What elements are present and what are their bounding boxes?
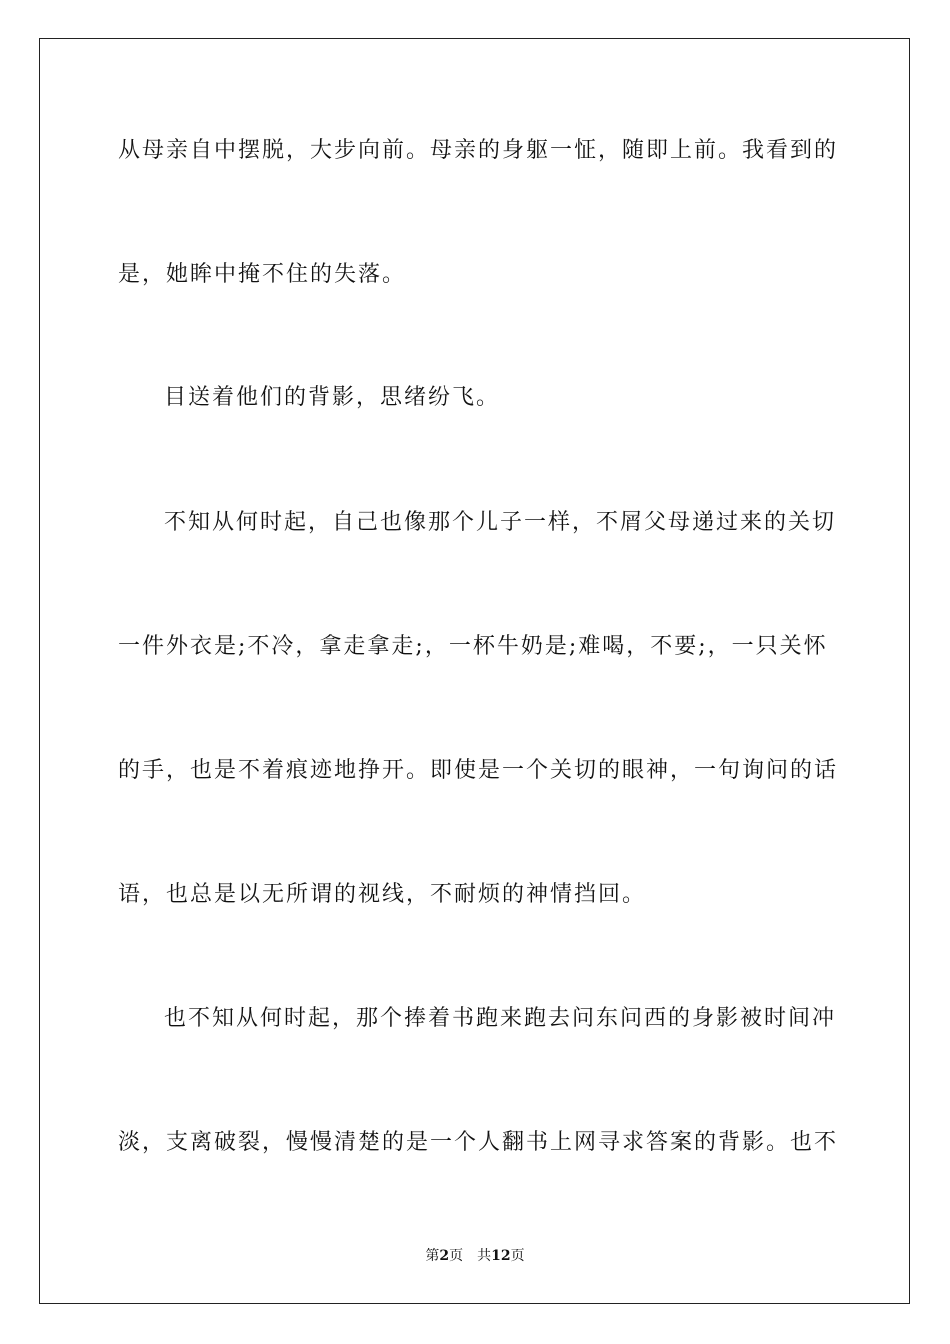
- text-line-7: 语，也总是以无所谓的视线，不耐烦的神情挡回。: [118, 882, 647, 907]
- text-line-3: 目送着他们的背影，思绪纷飞。: [164, 385, 501, 410]
- total-pages: 12: [491, 1248, 511, 1264]
- text-line-2: 是，她眸中掩不住的失落。: [118, 262, 407, 287]
- page-number: 2: [439, 1248, 450, 1264]
- page-prefix: 第: [425, 1248, 440, 1264]
- page-suffix: 页: [449, 1248, 464, 1264]
- text-line-6: 的手，也是不着痕迹地挣开。即使是一个关切的眼神，一句询问的话: [118, 758, 839, 783]
- total-prefix: 共: [477, 1248, 492, 1264]
- text-line-4: 不知从何时起，自己也像那个儿子一样，不屑父母递过来的关切: [164, 510, 837, 535]
- total-suffix: 页: [510, 1248, 525, 1264]
- text-line-8: 也不知从何时起，那个捧着书跑来跑去问东问西的身影被时间冲: [164, 1006, 837, 1031]
- text-line-1: 从母亲自中摆脱，大步向前。母亲的身躯一怔，随即上前。我看到的: [118, 138, 839, 163]
- text-line-9: 淡，支离破裂，慢慢清楚的是一个人翻书上网寻求答案的背影。也不: [118, 1130, 839, 1155]
- text-line-5: 一件外衣是;不冷，拿走拿走;，一杯牛奶是;难喝，不要;，一只关怀: [118, 634, 828, 659]
- page-border: [39, 38, 910, 1304]
- page-footer: [0, 1246, 950, 1266]
